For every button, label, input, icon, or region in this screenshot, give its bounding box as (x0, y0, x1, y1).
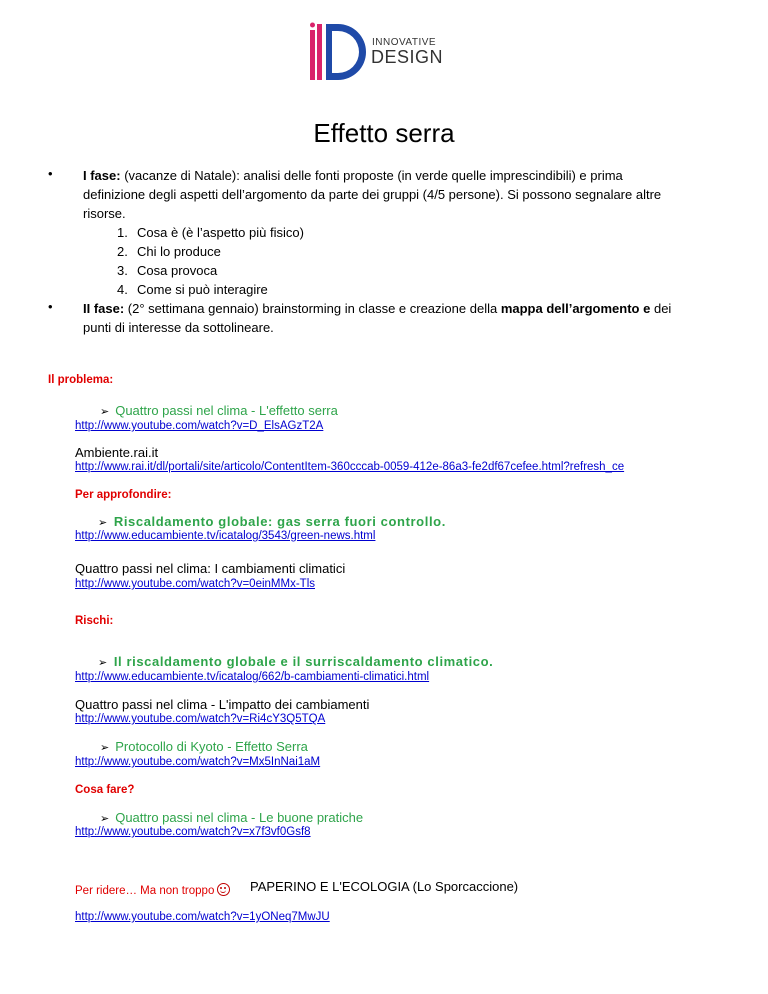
resource-link-1[interactable]: http://www.youtube.com/watch?v=D_ElsAGzT2A (75, 420, 324, 432)
smiley-icon (217, 883, 230, 896)
section-rischi: Rischi: (75, 615, 114, 627)
logo-text-innovative: INNOVATIVE (372, 37, 437, 48)
arrow-bullet-icon: ➢ (98, 657, 108, 669)
logo-text-design: DESIGN (371, 47, 444, 67)
section-ridere: Per ridere… Ma non troppo (75, 881, 230, 897)
phase1-line2: definizione degli aspetti dell’argomento da parte dei gruppi (4/5 persone). Si possono segnalare altre (83, 187, 662, 202)
resource-link-5[interactable]: http://www.educambiente.tv/icatalog/662/b-cambiamenti-climatici.html (75, 671, 430, 683)
list-item: 1. Cosa è (è l’aspetto più fisico) (117, 225, 304, 240)
resource-title-6: Quattro passi nel clima - L'impatto dei cambiamenti (75, 697, 370, 712)
phase1-label: I fase: (83, 168, 121, 183)
phase1-line1: I fase: (vacanze di Natale): analisi delle fonti proposte (in verde quelle imprescindibili) e prima (83, 168, 623, 183)
resource-link-4[interactable]: http://www.youtube.com/watch?v=0einMMx-Tls (75, 578, 315, 590)
page-title: Effetto serra (313, 118, 455, 148)
phase2-line1: II fase: (2° settimana gennaio) brainstorming in classe e creazione della mappa dell’argomento e dei (83, 301, 672, 316)
resource-link-6[interactable]: http://www.youtube.com/watch?v=Ri4cY3Q5TQA (75, 713, 326, 725)
list-item: 3. Cosa provoca (117, 263, 218, 278)
resource-link-8[interactable]: http://www.youtube.com/watch?v=x7f3vf0Gsf8 (75, 826, 311, 838)
arrow-bullet-icon: ➢ (100, 406, 110, 418)
resource-link-9[interactable]: http://www.youtube.com/watch?v=1yONeq7MwJU (75, 911, 330, 923)
section-problema: Il problema: (48, 374, 114, 386)
arrow-bullet-icon: ➢ (100, 813, 110, 825)
section-approfondire: Per approfondire: (75, 489, 172, 501)
phase2-label: II fase: (83, 301, 125, 316)
bullet-icon: • (48, 299, 53, 314)
list-item: 2. Chi lo produce (117, 244, 221, 259)
arrow-bullet-icon: ➢ (98, 517, 108, 529)
resource-link-2[interactable]: http://www.rai.it/dl/portali/site/articolo/ContentItem-360cccab-0059-412e-86a3-fe2df67cefee.html?refresh_ce (75, 461, 625, 473)
list-item: 4. Come si può interagire (117, 282, 268, 297)
resource-title-9: PAPERINO E L'ECOLOGIA (Lo Sporcaccione) (250, 879, 519, 894)
resource-title-7: ➢ Protocollo di Kyoto - Effetto Serra (100, 739, 308, 754)
resource-link-3[interactable]: http://www.educambiente.tv/icatalog/3543/green-news.html (75, 530, 376, 542)
arrow-bullet-icon: ➢ (100, 742, 110, 754)
resource-title-1: ➢ Quattro passi nel clima - L'effetto serra (100, 403, 338, 418)
resource-title-8: ➢ Quattro passi nel clima - Le buone pratiche (100, 810, 364, 825)
bullet-icon: • (48, 166, 53, 181)
resource-title-2: Ambiente.rai.it (75, 445, 159, 460)
phase1-line3: risorse. (83, 206, 126, 221)
resource-title-4: Quattro passi nel clima: I cambiamenti climatici (75, 561, 346, 576)
resource-title-3: ➢ Riscaldamento globale: gas serra fuori controllo. (98, 514, 446, 529)
resource-link-7[interactable]: http://www.youtube.com/watch?v=Mx5InNai1aM (75, 756, 321, 768)
phase2-line2: punti di interesse da sottolineare. (83, 320, 274, 335)
resource-title-5: ➢ Il riscaldamento globale e il surriscaldamento climatico. (98, 654, 494, 669)
section-cosa-fare: Cosa fare? (75, 784, 135, 796)
